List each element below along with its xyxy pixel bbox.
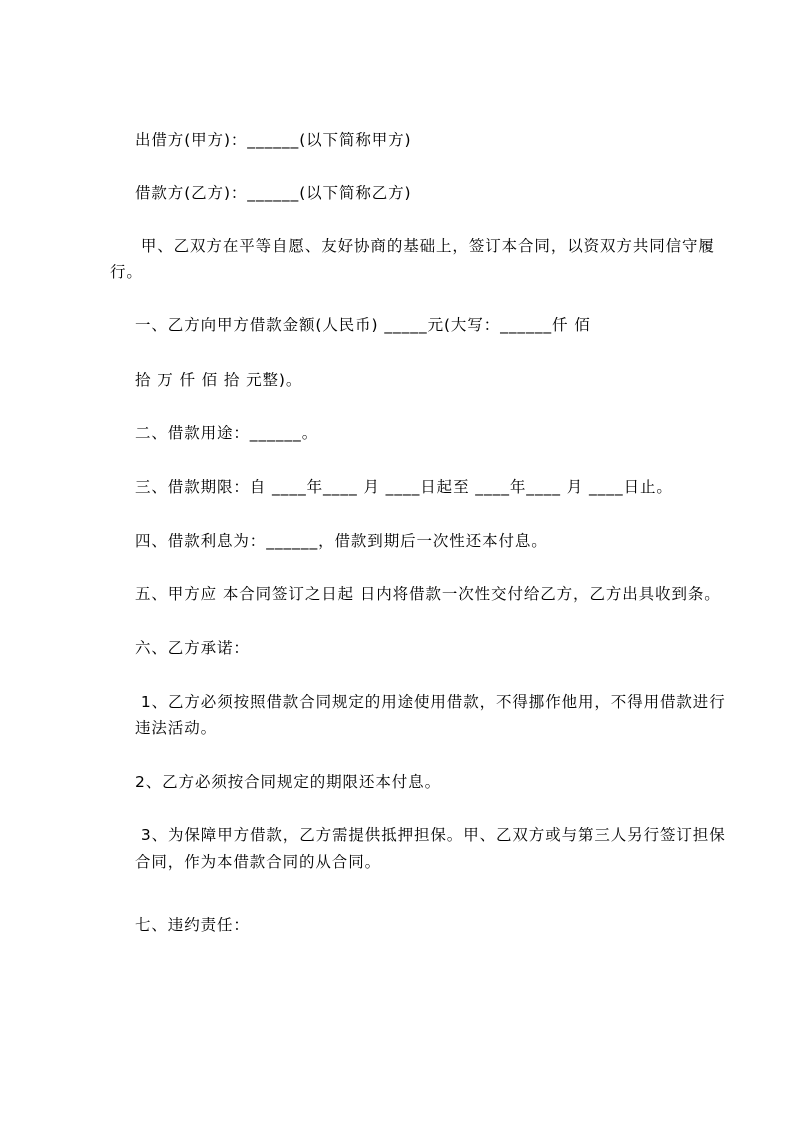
preamble-line-2: 行。 [110,263,143,281]
clause-6-3-line-2: 合同，作为本借款合同的从合同。 [135,853,382,871]
clause-1-line-2: 拾 万 仟 佰 拾 元整)。 [135,371,303,389]
clause-3: 三、借款期限：自 ____年____ 月 ____日起至 ____年____ 月 ____日止。 [135,478,673,496]
clause-4: 四、借款利息为：______，借款到期后一次性还本付息。 [135,532,548,550]
preamble-line-1: 甲、乙双方在平等自愿、友好协商的基础上，签订本合同，以资双方共同信守履 [135,237,715,255]
clause-6-1-line-2: 违法活动。 [135,719,218,737]
clause-6: 六、乙方承诺： [135,639,250,657]
clause-6-3-line-1: 3、为保障甲方借款，乙方需提供抵押担保。甲、乙双方或与第三人另行签订担保 [135,826,726,844]
lender-line: 出借方(甲方)：______(以下简称甲方) [135,131,412,149]
clause-6-1-line-1: 1、乙方必须按照借款合同规定的用途使用借款，不得挪作他用，不得用借款进行 [135,693,726,711]
clause-2: 二、借款用途：______。 [135,424,319,442]
clause-6-2: 2、乙方必须按合同规定的期限还本付息。 [135,773,441,791]
clause-5: 五、甲方应 本合同签订之日起 日内将借款一次性交付给乙方，乙方出具收到条。 [135,585,721,603]
clause-1-line-1: 一、乙方向甲方借款金额(人民币) _____元(大写：______仟 佰 [135,316,591,334]
borrower-line: 借款方(乙方)：______(以下简称乙方) [135,184,412,202]
clause-7: 七、违约责任： [135,916,250,934]
